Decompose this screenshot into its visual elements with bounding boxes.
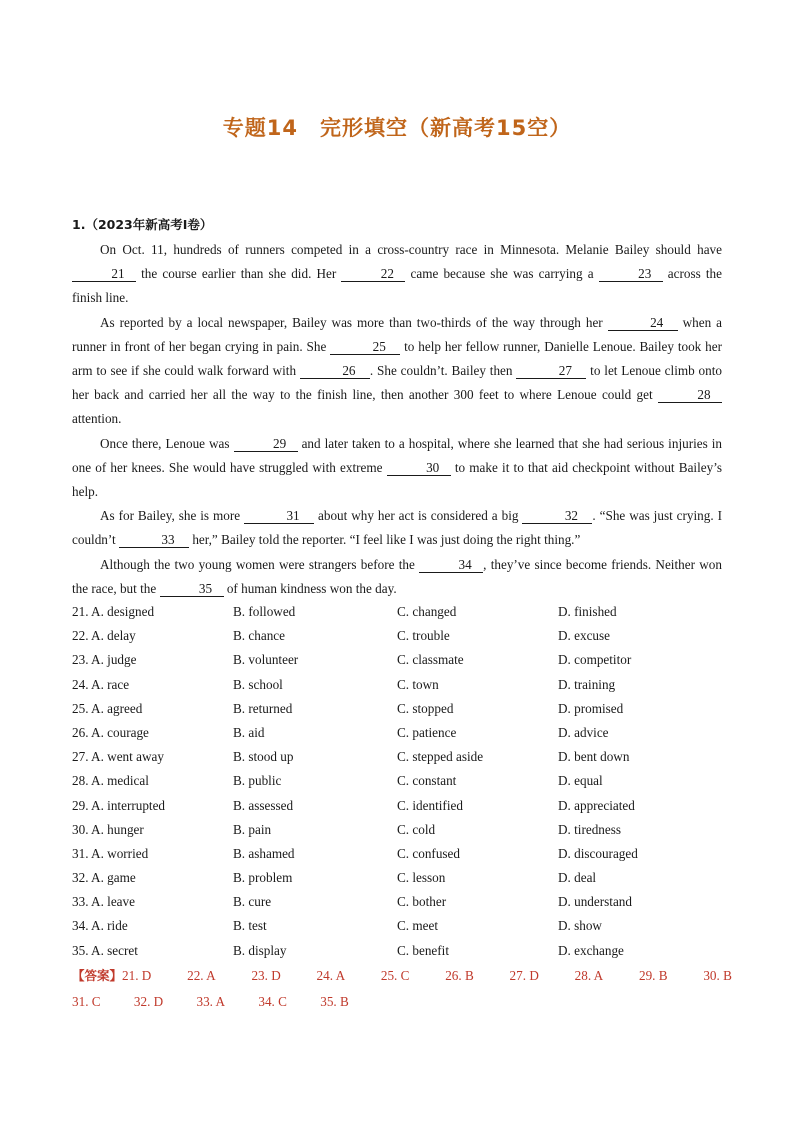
answer-item: 27. D [509,968,539,983]
text: to let Lenoue climb onto her back and carried her all the way to the finish line, then another 300 feet to where Lenoue could get [72,363,723,403]
answer-item: 29. B [638,968,668,983]
option-a: 28. A. medical [72,773,149,789]
blank-31: 31 [244,508,314,524]
text: . She couldn’t. Bailey then [369,363,517,379]
option-c: C. changed [397,604,457,619]
option-c: C. lesson [397,870,446,886]
answer-item: 25. C [380,968,410,983]
blank-23: 23 [599,266,663,282]
option-d: D. equal [558,773,603,789]
option-a: 30. A. hunger [72,821,144,837]
option-b: B. aid [233,724,265,740]
blank-27: 27 [516,363,586,379]
answer-line-1 [72,963,732,989]
option-row [72,939,732,963]
paragraph-3 [72,432,722,505]
option-c: C. cold [397,821,436,837]
blank-35: 35 [160,581,224,597]
text: attention. [72,411,122,427]
answer-item: 28. A [574,968,604,983]
option-b: B. returned [233,700,293,716]
option-b: B. pain [233,821,272,837]
option-b: B. problem [233,870,293,886]
text: the course earlier than she did. Her [136,266,342,282]
answer-item: 30. B [703,968,732,983]
text: As for Bailey, she is more [100,508,245,524]
blank-21: 21 [72,266,136,282]
option-d: D. promised [558,700,624,716]
option-c: C. trouble [397,628,450,644]
option-c: C. bother [397,894,447,910]
option-d: D. tiredness [558,821,621,837]
option-a: 22. A. delay [72,628,136,644]
answer-item: 26. B [445,968,474,983]
option-d: D. advice [558,724,609,740]
option-c: C. patience [397,724,457,740]
blank-22: 22 [341,266,405,282]
option-row [72,721,732,745]
option-row [72,624,732,648]
option-d: D. deal [558,870,597,886]
paragraph-4 [72,504,722,552]
option-b: B. volunteer [233,652,299,668]
paragraph-2 [72,311,722,432]
option-b: B. chance [233,628,285,644]
blank-24: 24 [608,315,678,331]
blank-26: 26 [300,363,370,379]
option-a: 29. A. interrupted [72,797,166,813]
text: to help her fellow runner, Danielle Lenoue. Bailey took her arm to see if she could walk forward with [72,338,722,379]
text: Once there, Lenoue was [100,435,234,451]
answer-item: 35. B [320,994,349,1009]
option-b: B. public [233,773,282,789]
blank-34: 34 [419,557,483,573]
option-c: C. town [397,676,439,692]
option-row [72,600,732,624]
text: came because she was carrying a [405,266,599,282]
blank-30: 30 [387,460,451,476]
answer-item: 22. A [187,968,216,983]
option-row [72,866,732,890]
option-a: 24. A. race [72,676,130,692]
text: On Oct. 11, hundreds of runners competed in a cross-country race in Minnesota. Melanie Bailey should have [100,242,722,257]
option-c: C. confused [397,845,460,861]
option-row [72,745,732,769]
option-b: B. cure [233,894,272,910]
passage [72,238,722,601]
answer-line-2 [72,989,732,1015]
blank-29: 29 [234,436,298,452]
blank-25: 25 [330,339,400,355]
option-b: B. display [233,942,287,958]
option-row [72,673,732,697]
blank-32: 32 [522,508,592,524]
option-row [72,890,732,914]
answer-item: 24. A [316,968,346,983]
answer-item: 23. D [251,968,281,983]
option-b: B. followed [233,604,296,619]
option-c: C. constant [397,773,457,789]
option-d: D. excuse [558,628,610,644]
text: and later taken to a hospital, where she learned that she had serious injuries in one of her knees. She would have struggled with extreme [72,435,723,475]
option-b: B. assessed [233,797,294,813]
option-b: B. test [233,918,267,934]
answer-item: 33. A [196,994,226,1009]
option-c: C. meet [397,918,439,934]
option-a: 32. A. game [72,870,136,886]
option-b: B. ashamed [233,845,295,861]
text: Although the two young women were strangers before the [100,556,420,572]
option-d: D. finished [558,604,617,619]
option-a: 21. A. designed [72,604,155,619]
option-row [72,818,732,842]
answer-item: 31. C [72,994,101,1009]
option-d: D. bent down [558,749,630,765]
option-c: C. stepped aside [397,749,484,765]
text: her,” Bailey told the reporter. “I feel like I was just doing the right thing.” [189,532,581,548]
answer-item: 34. C [258,994,287,1009]
option-a: 23. A. judge [72,652,137,668]
option-row [72,914,732,938]
text: of human kindness won the day. [223,580,397,596]
text: across the finish line. [72,266,722,306]
option-d: D. exchange [558,942,624,958]
option-a: 34. A. ride [72,918,128,934]
option-row [72,697,732,721]
option-row [72,648,732,672]
option-d: D. competitor [558,652,632,668]
option-c: C. classmate [397,652,464,668]
option-d: D. show [558,918,602,934]
text: . “She was just crying. I couldn’t [72,508,723,548]
option-a: 26. A. courage [72,724,149,740]
option-d: D. understand [558,894,632,910]
option-a: 33. A. leave [72,894,135,910]
answer-item: 21. D [122,968,152,983]
question-header: 1.（2023年新高考I卷） [72,217,213,232]
blank-28: 28 [658,387,722,403]
option-a: 31. A. worried [72,845,149,861]
option-row [72,769,732,793]
option-c: C. stopped [397,700,454,716]
option-d: D. training [558,676,616,692]
paragraph-5 [72,553,722,601]
option-a: 25. A. agreed [72,700,143,716]
text: when a runner in front of her began crying in pain. She [72,314,722,354]
blank-33: 33 [119,532,189,548]
option-b: B. stood up [233,749,294,765]
text: As reported by a local newspaper, Bailey was more than two-thirds of the way through her [100,314,608,330]
option-c: C. identified [397,797,463,813]
option-a: 35. A. secret [72,942,138,958]
option-d: D. discouraged [558,845,638,861]
answer-label: 【答案】 [72,968,123,983]
option-a: 27. A. went away [72,749,164,765]
text: , they’ve since become friends. Neither won the race, but the [72,556,722,596]
option-c: C. benefit [397,942,450,958]
answer-key [72,963,732,1015]
option-d: D. appreciated [558,797,635,813]
options-list [72,600,732,963]
page-title: 专题14 完形填空（新高考15空） [222,116,572,140]
paragraph-1 [72,238,722,311]
text: to make it to that aid checkpoint without Bailey’s help. [72,459,722,500]
answer-item: 32. D [133,994,164,1009]
option-row [72,842,732,866]
option-row [72,794,732,818]
option-b: B. school [233,676,283,692]
text: about why her act is considered a big [314,508,523,524]
